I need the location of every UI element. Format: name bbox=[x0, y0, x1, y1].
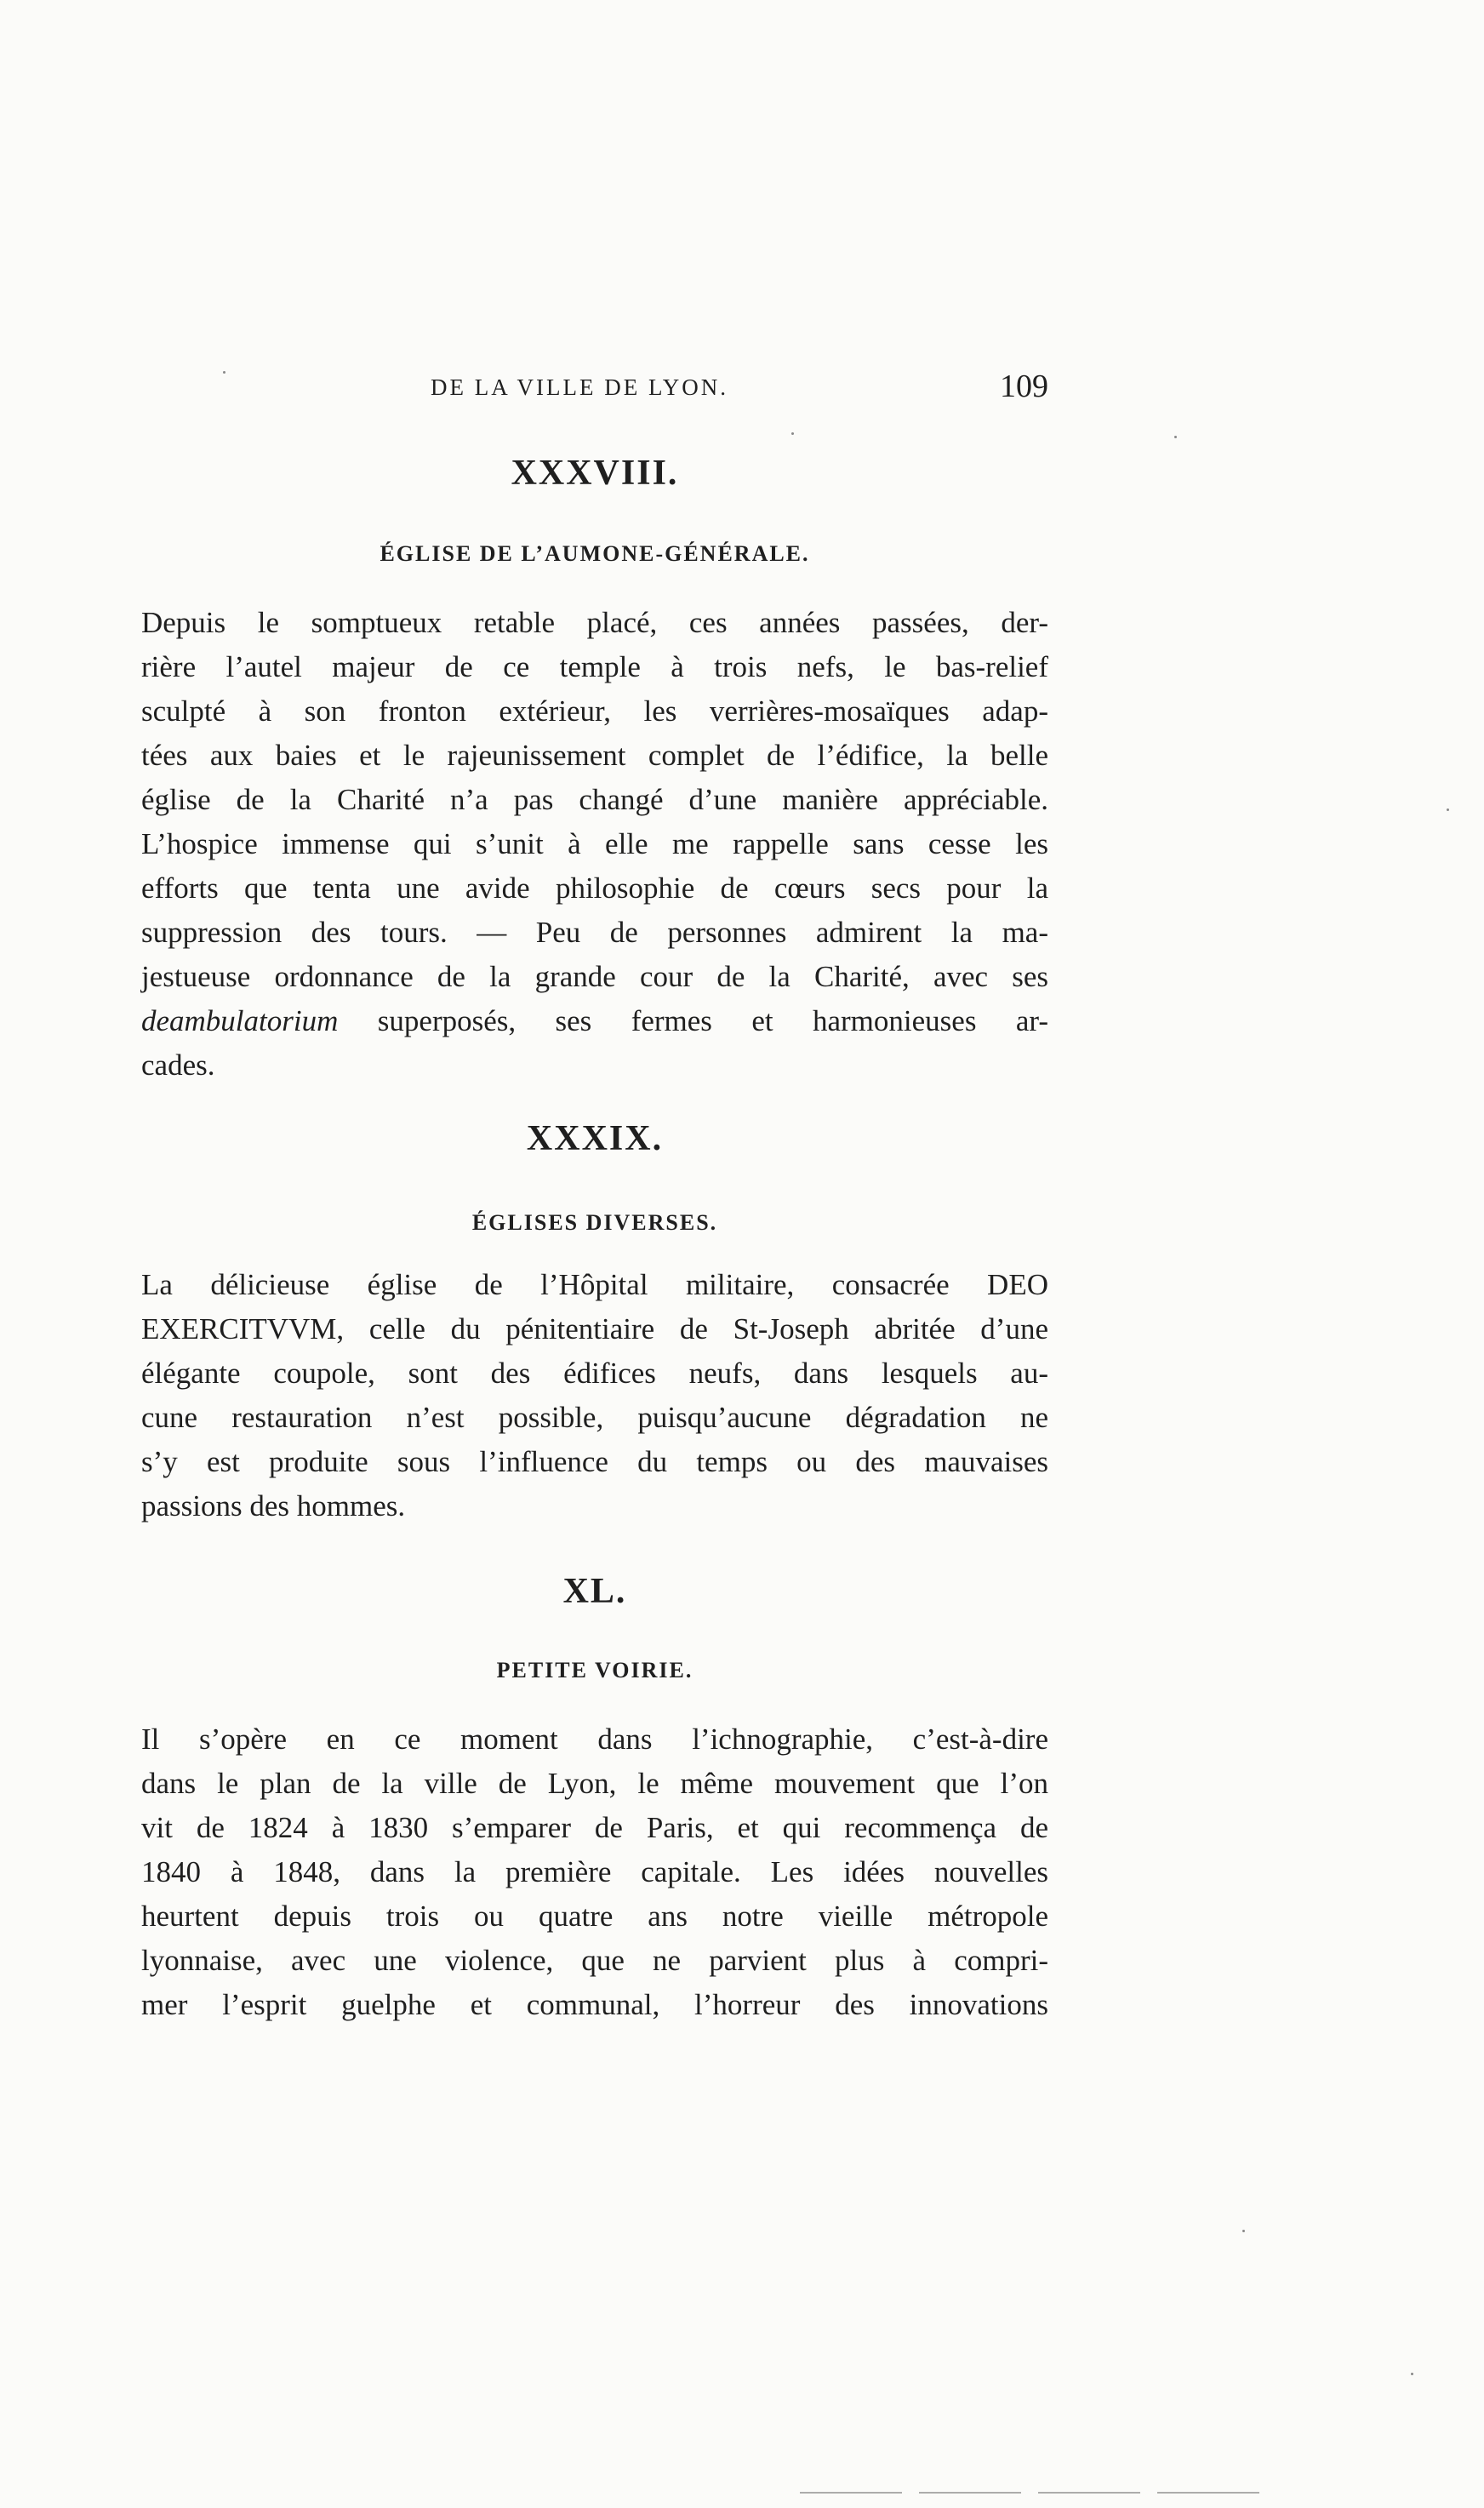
text-line: église de la Charité n’a pas changé d’une manière appréciable. bbox=[141, 783, 1048, 816]
text-line: vit de 1824 à 1830 s’emparer de Paris, et qui recommença de bbox=[141, 1811, 1048, 1844]
text-line: EXERCITVVM, celle du pénitentiaire de St-Joseph abritée d’une bbox=[141, 1312, 1048, 1345]
italic-term-deambulatorium: deambulatorium bbox=[141, 1004, 339, 1037]
text-line: élégante coupole, sont des édifices neufs, dans lesquels au- bbox=[141, 1357, 1048, 1390]
text-line: heurtent depuis trois ou quatre ans notre vieille métropole bbox=[141, 1900, 1048, 1933]
text-line: dans le plan de la ville de Lyon, le même mouvement que l’on bbox=[141, 1767, 1048, 1800]
scan-speck bbox=[223, 371, 225, 374]
paragraph-petite-voirie bbox=[141, 1717, 1048, 2027]
text-line: lyonnaise, avec une violence, que ne parvient plus à compri- bbox=[141, 1944, 1048, 1977]
running-head bbox=[141, 368, 1048, 419]
text-fragment: superposés, ses fermes et harmonieuses ar- bbox=[338, 1004, 1048, 1037]
text-line: L’hospice immense qui s’unit à elle me rappelle sans cesse les bbox=[141, 827, 1048, 860]
section-title-petite-voirie: PETITE VOIRIE. bbox=[496, 1658, 693, 1682]
text-line: Depuis le somptueux retable placé, ces années passées, der- bbox=[141, 606, 1048, 639]
section-number-xl: XL. bbox=[562, 1572, 627, 1611]
scan-speck bbox=[1174, 436, 1177, 438]
paragraph-eglises-diverses bbox=[141, 1263, 1048, 1528]
text-line: tées aux baies et le rajeunissement complet de l’édifice, la belle bbox=[141, 739, 1048, 772]
section-title-aumone-generale: ÉGLISE DE L’AUMONE-GÉNÉRALE. bbox=[380, 541, 810, 566]
text-line: Il s’opère en ce moment dans l’ichnographie, c’est-à-dire bbox=[141, 1722, 1048, 1756]
text-line: efforts que tenta une avide philosophie de cœurs secs pour la bbox=[141, 871, 1048, 905]
text-line: suppression des tours. — Peu de personnes admirent la ma- bbox=[141, 916, 1048, 949]
scan-speck bbox=[1411, 2373, 1413, 2375]
scan-speck bbox=[1447, 808, 1449, 811]
text-line: passions des hommes. bbox=[141, 1489, 406, 1523]
section-number-xxxix: XXXIX. bbox=[526, 1119, 664, 1158]
text-line: cune restauration n’est possible, puisqu’aucune dégradation ne bbox=[141, 1401, 1048, 1434]
text-line: jestueuse ordonnance de la grande cour de la Charité, avec ses bbox=[141, 960, 1048, 993]
section-number-xxxviii: XXXVIII. bbox=[511, 454, 679, 493]
bottom-edge-rule bbox=[800, 2492, 1276, 2494]
text-line: La délicieuse église de l’Hôpital militaire, consacrée DEO bbox=[141, 1268, 1048, 1301]
text-line: rière l’autel majeur de ce temple à trois nefs, le bas-relief bbox=[141, 650, 1048, 683]
page-number: 109 bbox=[1000, 368, 1048, 404]
text-line: 1840 à 1848, dans la première capitale. Les idées nouvelles bbox=[141, 1855, 1048, 1888]
scan-speck bbox=[791, 432, 794, 435]
text-line: mer l’esprit guelphe et communal, l’horreur des innovations bbox=[141, 1988, 1048, 2021]
running-title: DE LA VILLE DE LYON. bbox=[431, 374, 728, 400]
text-line: cades. bbox=[141, 1048, 215, 1082]
scan-speck bbox=[1242, 2230, 1245, 2232]
paragraph-aumone-generale bbox=[141, 601, 1048, 1088]
text-line-italic bbox=[141, 999, 1048, 1043]
text-line: s’y est produite sous l’influence du temps ou des mauvaises bbox=[141, 1445, 1048, 1478]
text-line: sculpté à son fronton extérieur, les verrières-mosaïques adap- bbox=[141, 694, 1048, 728]
section-title-eglises-diverses: ÉGLISES DIVERSES. bbox=[471, 1210, 718, 1235]
